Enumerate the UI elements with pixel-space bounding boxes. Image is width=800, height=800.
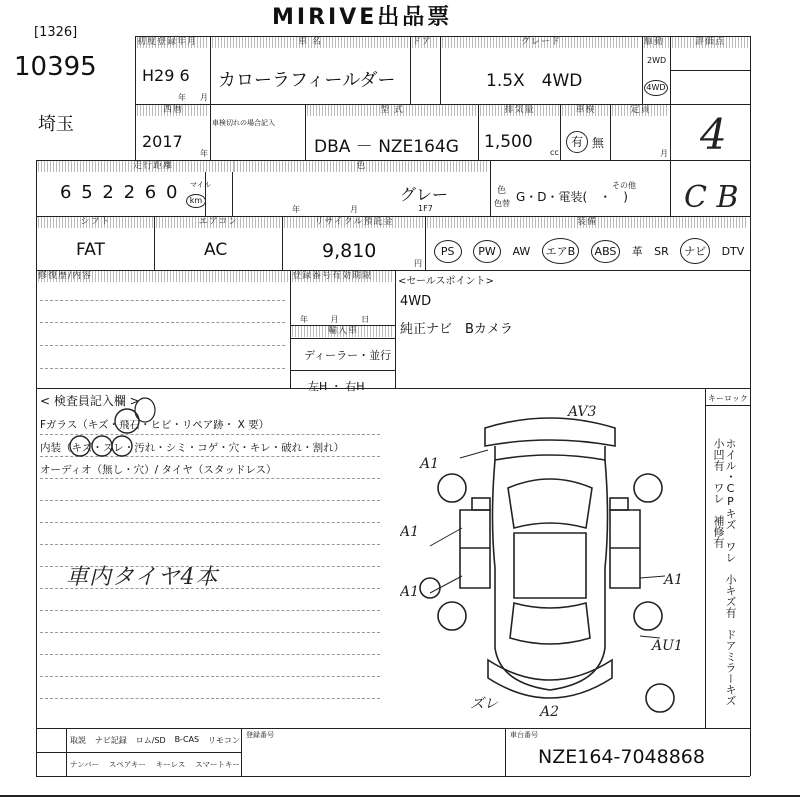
label-year: 西暦 bbox=[137, 105, 209, 116]
label-sales-point: <セールスポイント> bbox=[398, 276, 494, 287]
equipment-item: ABS bbox=[591, 240, 621, 263]
label-mile: マイル bbox=[190, 181, 211, 189]
drive-2wd: 2WD bbox=[647, 56, 667, 65]
mileage-digit: 5 bbox=[81, 182, 95, 203]
diagram-mark: AV3 bbox=[568, 404, 597, 420]
handwritten-note: 車内タイヤ4本 bbox=[66, 565, 219, 590]
footer-row-2 bbox=[70, 759, 240, 770]
unit: 日 bbox=[361, 315, 370, 324]
diagram-mark: AU1 bbox=[652, 638, 683, 654]
footer-item: リモコン bbox=[207, 736, 240, 745]
equipment-item: ナビ bbox=[680, 238, 710, 264]
unit: 月 bbox=[330, 315, 339, 324]
label-equipment: 装備 bbox=[427, 217, 747, 228]
equipment-item: SR bbox=[654, 244, 669, 258]
label-inspection: 車検 bbox=[562, 105, 609, 116]
footer-item: ロム/SD bbox=[135, 736, 166, 745]
paint-options: G・D・電装( ・ ) bbox=[516, 190, 628, 204]
inspection-have: 有 bbox=[566, 131, 588, 153]
reg-expiry-units bbox=[300, 314, 369, 325]
diagram-mark: A1 bbox=[664, 572, 684, 588]
label-history: 修復歴/内容 bbox=[38, 271, 288, 282]
label-color: 色 bbox=[234, 161, 489, 172]
label-inspector: < 検査員記入欄 > bbox=[40, 394, 140, 408]
label-month-unit-2: 月 bbox=[660, 149, 668, 158]
aircon-value: AC bbox=[204, 240, 228, 260]
unit: 年 bbox=[300, 315, 308, 324]
label-reg-number: 登録番号 bbox=[246, 731, 274, 739]
car-damage-diagram bbox=[400, 398, 700, 718]
label-score: 評価点 bbox=[672, 37, 748, 48]
inspector-line-1 bbox=[40, 417, 269, 432]
score-handwritten: 4 bbox=[700, 110, 727, 159]
label-mileage: 走行距離 bbox=[38, 161, 268, 172]
label-import: 輸入車 bbox=[292, 326, 394, 337]
drive-4wd: 4WD bbox=[644, 80, 668, 96]
diagram-mark: A1 bbox=[400, 584, 420, 600]
grade-value: 1.5X 4WD bbox=[486, 71, 583, 91]
label-month-unit-3: 月 bbox=[350, 205, 358, 214]
label-cc-unit: cc bbox=[550, 148, 559, 157]
label-year-unit: 年 bbox=[178, 93, 186, 102]
registration-value: H29 6 bbox=[142, 66, 190, 85]
label-drive: 駆動 bbox=[644, 37, 669, 48]
equipment-item: DTV bbox=[721, 244, 745, 258]
equipment-item: エアB bbox=[542, 238, 580, 264]
footer-item: ナンバー bbox=[70, 760, 100, 769]
footer-item: B-CAS bbox=[174, 735, 200, 744]
label-model-code: 型 式 bbox=[307, 105, 477, 116]
model-code-value: DBA － NZE164G bbox=[314, 137, 459, 157]
displacement-value: 1,500 bbox=[484, 132, 533, 152]
mileage-digit: 6 bbox=[60, 182, 74, 203]
label-capacity: 定員 bbox=[612, 105, 669, 116]
footer-item: スペアキー bbox=[108, 760, 147, 769]
inspection-none: 無 bbox=[592, 136, 605, 150]
color-value: グレー bbox=[400, 185, 449, 204]
footer-item: 取説 bbox=[70, 736, 86, 745]
mileage-digit: 2 bbox=[102, 182, 116, 203]
diagram-mark: ズレ bbox=[470, 696, 498, 712]
right-column-notes: ホイル・CPキズ ワレ 小キズ有 ドアミラーキズ 小凹有 ワレ 補修有 bbox=[712, 438, 737, 717]
label-grade: グレード bbox=[442, 37, 640, 48]
label-year-unit-2: 年 bbox=[200, 149, 208, 158]
label-recycle-unit: 円 bbox=[414, 259, 422, 268]
mileage-digits bbox=[60, 182, 179, 203]
label-shift: シフト bbox=[38, 217, 153, 228]
equipment-list bbox=[428, 236, 750, 266]
year-value: 2017 bbox=[142, 132, 183, 151]
footer-item: ナビ記録 bbox=[94, 736, 127, 745]
label-other: その他 bbox=[612, 181, 636, 190]
import-handle: 左H ・ 右H bbox=[308, 380, 365, 393]
mileage-digit: 0 bbox=[165, 182, 180, 203]
sales-point-2: 純正ナビ Bカメラ bbox=[400, 322, 513, 337]
equipment-item: PS bbox=[434, 240, 462, 263]
label-paint-type: 色替 bbox=[494, 199, 510, 208]
label-year-unit-3: 年 bbox=[292, 205, 300, 214]
label-chassis: 車台番号 bbox=[510, 731, 538, 739]
equipment-item: PW bbox=[473, 240, 501, 263]
model-name-value: カローラフィールダー bbox=[218, 70, 396, 91]
label-registration: 初度登録年月 bbox=[137, 37, 209, 48]
lot-number: 10395 bbox=[14, 52, 97, 82]
diagram-mark: A1 bbox=[420, 456, 440, 472]
chassis-number: NZE164-7048868 bbox=[538, 746, 705, 768]
shift-value: FAT bbox=[76, 240, 105, 260]
label-aircon: エアコン bbox=[156, 217, 281, 228]
inspector-text: Fガラス（キズ・飛石・ヒビ・リペア跡・ X 要） bbox=[40, 419, 270, 431]
diagram-mark: A2 bbox=[540, 704, 560, 718]
diagram-mark: A1 bbox=[400, 524, 420, 540]
sales-point-1: 4WD bbox=[400, 294, 432, 309]
label-doors: ドア bbox=[412, 37, 439, 48]
footer-item: キーレス bbox=[155, 760, 186, 769]
label-displacement: 排気量 bbox=[480, 105, 559, 116]
mileage-digit: 2 bbox=[123, 182, 138, 203]
footer-item: スマートキー bbox=[195, 760, 240, 769]
footer-row-1 bbox=[70, 735, 240, 746]
label-year-note: 車検切れの場合記入 bbox=[212, 119, 275, 127]
prefecture: 埼玉 bbox=[38, 114, 74, 135]
inspector-line-3: オーディオ（無し・穴）/ タイヤ（スタッドレス） bbox=[40, 464, 277, 476]
document-title: MIRIVE出品票 bbox=[272, 5, 453, 30]
import-dealer: ディーラー・並行 bbox=[304, 349, 392, 362]
interior-handwritten: C B bbox=[684, 180, 739, 215]
label-recycle: リサイクル預託金 bbox=[284, 217, 424, 228]
equipment-item: AW bbox=[512, 244, 531, 258]
label-month-unit: 月 bbox=[200, 93, 208, 102]
label-keys: キーロック bbox=[708, 394, 748, 403]
label-km: km bbox=[186, 194, 206, 208]
label-model-name: 車 名 bbox=[212, 37, 408, 48]
inspector-line-2: 内装（キズ・スレ・汚れ・シミ・コゲ・穴・キレ・破れ・割れ） bbox=[40, 442, 345, 454]
label-reg-expiry: 登録番号有効期限 bbox=[292, 271, 394, 282]
recycle-value: 9,810 bbox=[322, 240, 377, 262]
lot-small: [1326] bbox=[34, 25, 78, 40]
label-color-small: 色 bbox=[497, 186, 507, 196]
mileage-digit: 6 bbox=[144, 182, 159, 203]
color-code: 1F7 bbox=[418, 204, 433, 213]
equipment-item: 革 bbox=[631, 245, 643, 258]
